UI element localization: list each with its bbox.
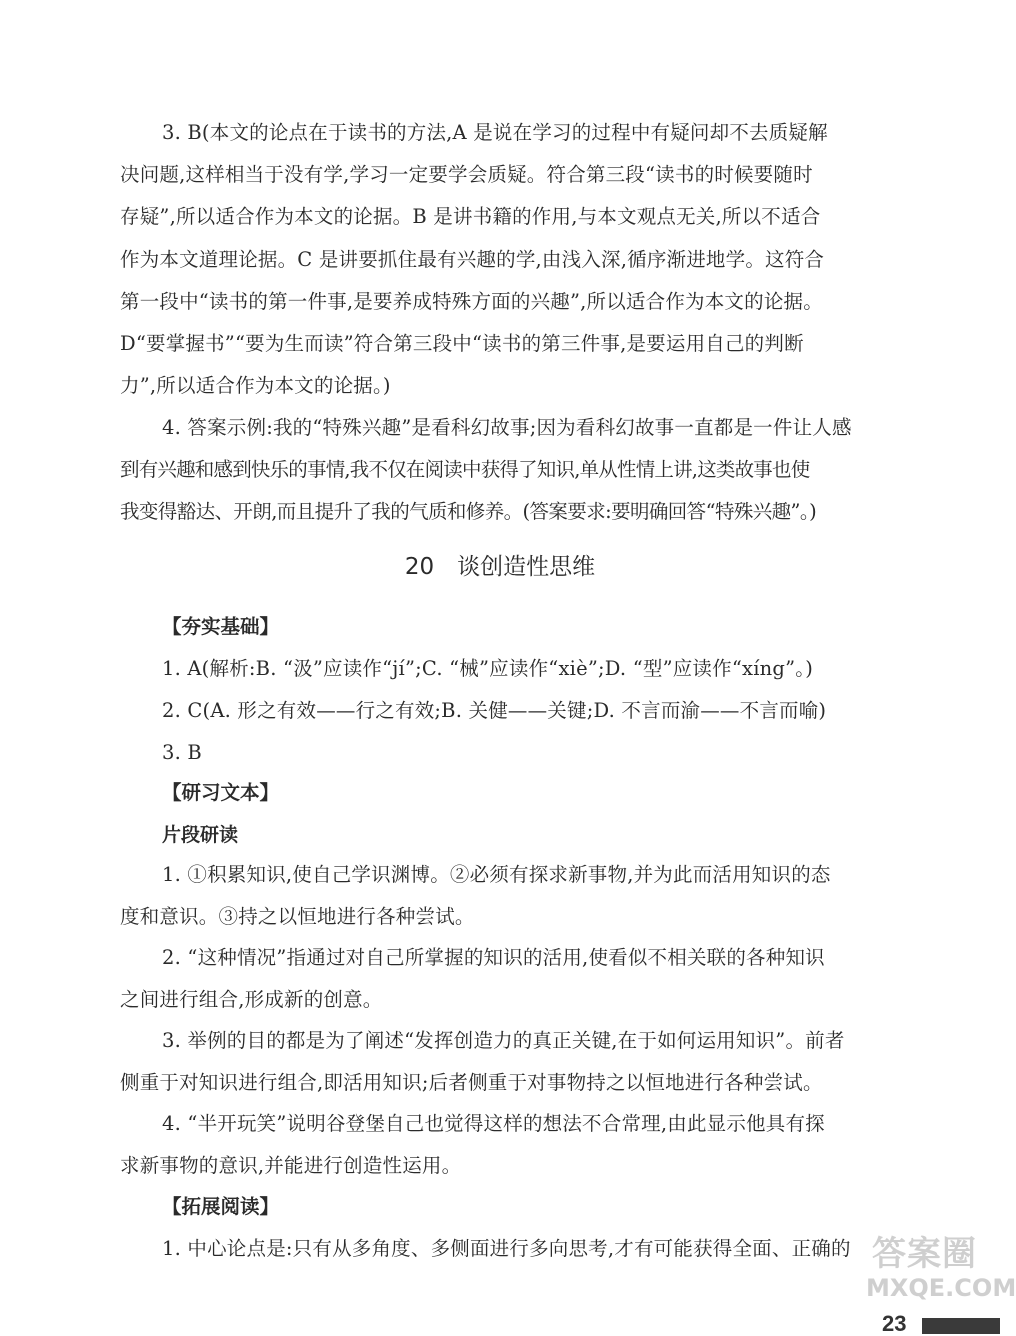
page-number-bar [922,1318,1000,1334]
paragraph-line: 我变得豁达、开朗,而且提升了我的气质和修养。(答案要求:要明确回答“特殊兴趣”。) [120,500,817,523]
page-number: 23 [882,1311,907,1336]
paragraph-line: 力”,所以适合作为本文的论据。) [120,374,391,397]
paragraph-line: 4. 答案示例:我的“特殊兴趣”是看科幻故事;因为看科幻故事一直都是一件让人感 [162,416,852,439]
paragraph-line: 3. B(本文的论点在于读书的方法,A 是说在学习的过程中有疑问却不去质疑解 [162,121,828,144]
answer-line: 求新事物的意识,并能进行创造性运用。 [120,1154,462,1177]
answer-line: 1. ①积累知识,使自己学识渊博。②必须有探求新事物,并为此而活用知识的态 [162,863,831,886]
answer-line: 1. A(解析:B. “汲”应读作“jí”;C. “械”应读作“xiè”;D. “型”应读作“xíng”。) [162,657,814,680]
watermark-url: MXQE.COM [866,1274,1016,1302]
answer-line: 2. “这种情况”指通过对自己所掌握的知识的活用,使看似不相关联的各种知识 [162,946,825,969]
watermark-logo [862,1200,1016,1312]
paragraph-line: D“要掌握书”“要为生而读”符合第三段中“读书的第三件事,是要运用自己的判断 [120,332,804,355]
answer-line: 3. 举例的目的都是为了阐述“发挥创造力的真正关键,在于如何运用知识”。前者 [162,1029,845,1052]
section-heading-study-text: 【研习文本】 [162,781,280,804]
chapter-heading: 20 谈创造性思维 [404,554,596,580]
paragraph-line: 决问题,这样相当于没有学,学习一定要学会质疑。符合第三段“读书的时候要随时 [120,163,813,186]
answer-line: 之间进行组合,形成新的创意。 [120,988,383,1011]
answer-line: 4. “半开玩笑”说明谷登堡自己也觉得这样的想法不合常理,由此显示他具有探 [162,1112,825,1135]
paragraph-line: 存疑”,所以适合作为本文的论据。B 是讲书籍的作用,与本文观点无关,所以不适合 [120,205,821,228]
paragraph-line: 到有兴趣和感到快乐的事情,我不仅在阅读中获得了知识,单从性情上讲,这类故事也使 [120,458,810,481]
answer-line: 度和意识。③持之以恒地进行各种尝试。 [120,905,475,928]
answer-line: 2. C(A. 形之有效——行之有效;B. 关健——关键;D. 不言而渝——不言而喻) [162,699,827,722]
watermark-text: 答案圈 [872,1234,977,1274]
answer-line: 1. 中心论点是:只有从多角度、多侧面进行多向思考,才有可能获得全面、正确的 [162,1237,851,1260]
section-heading-basics: 【夯实基础】 [162,615,280,638]
paragraph-line: 作为本文道理论据。C 是讲要抓住最有兴趣的学,由浅入深,循序渐进地学。这符合 [120,248,825,271]
section-heading-extended-reading: 【拓展阅读】 [162,1195,280,1218]
paragraph-line: 第一段中“读书的第一件事,是要养成特殊方面的兴趣”,所以适合作为本文的论据。 [120,290,823,313]
answer-line: 侧重于对知识进行组合,即活用知识;后者侧重于对事物持之以恒地进行各种尝试。 [120,1071,823,1094]
answer-line: 3. B [162,741,202,764]
subsection-heading: 片段研读 [162,824,239,846]
